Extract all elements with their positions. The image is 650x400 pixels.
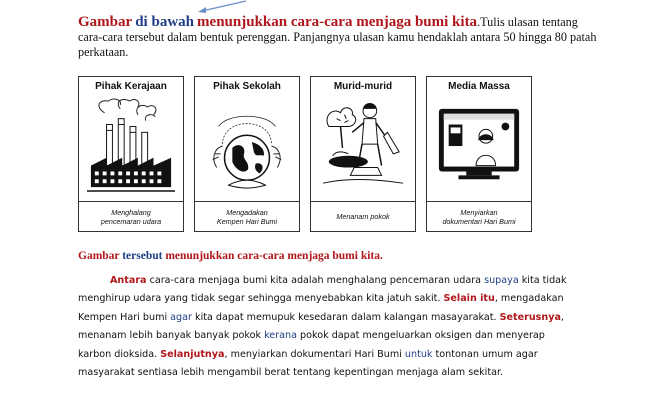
panel-murid-murid <box>310 76 416 232</box>
panel-title: Media Massa <box>448 81 510 92</box>
essay-text: tontonan umum agar masyarakat sentiasa lebih mengambil berat tentang kepentingan menjaga alam sekitar. <box>78 348 538 379</box>
essay-text: kita dapat memupuk kesedaran dalam kalangan masayarakat. <box>191 311 500 323</box>
student-planting-tree-icon <box>319 96 407 199</box>
question-prompt <box>78 15 598 60</box>
connector-untuk: untuk <box>404 348 433 360</box>
prompt-topic: menunjukkan cara-cara menjaga bumi kita <box>197 14 478 30</box>
section-heading <box>78 250 383 262</box>
arrow-annotation-icon <box>150 0 250 14</box>
essay-text: , menanam lebih banyak banyak pokok <box>78 311 564 342</box>
panel-caption: Menyiarkan dokumentari Hari Bumi <box>427 201 531 231</box>
heading-word-gambar: Gambar <box>78 250 120 262</box>
panel-title: Pihak Kerajaan <box>95 81 167 92</box>
panel-pihak-sekolah <box>194 76 300 232</box>
connector-agar: agar <box>170 311 192 323</box>
heading-word-tersebut: tersebut <box>122 250 163 262</box>
television-documentary-icon <box>435 96 523 199</box>
prompt-word-gambar: Gambar <box>78 14 133 30</box>
essay-text: kita tidak menghirup udara yang tidak segar sehingga menyebabkan kita jatuh sakit. <box>78 275 567 305</box>
panel-title: Pihak Sekolah <box>213 81 281 92</box>
prompt-word-di-bawah: di bawah <box>135 14 194 30</box>
panel-pihak-kerajaan <box>78 76 184 232</box>
connector-supaya: supaya <box>484 275 519 286</box>
prompt-instructions: .Tulis ulasan tentang cara-cara tersebut dalam bentuk perenggan. Panjangnya ulasan kamu hendaklah antara 50 hingga 80 patah perkataan. <box>78 15 597 59</box>
connector-selanjutnya: Selanjutnya <box>160 348 225 360</box>
panel-caption: Menghalang pencemaran udara <box>79 201 183 231</box>
panel-caption: Menanam pokok <box>311 201 415 231</box>
connector-selain-itu: Selain itu <box>443 293 495 305</box>
panel-title: Murid-murid <box>333 81 393 92</box>
panel-media-massa <box>426 76 532 232</box>
essay-text: pokok dapat mengeluarkan oksigen dan menyerap karbon dioksida. <box>78 330 545 360</box>
connector-antara: Antara <box>110 275 147 286</box>
essay-text: , menyiarkan dokumentari Hari Bumi <box>224 348 405 360</box>
factory-smoke-icon <box>87 96 175 199</box>
picture-panels <box>78 76 532 236</box>
connector-seterusnya: Seterusnya <box>499 311 561 323</box>
earth-day-globe-icon <box>203 96 291 199</box>
connector-kerana: kerana <box>264 330 297 342</box>
essay-paragraph <box>78 272 573 382</box>
panel-caption: Mengadakan Kempen Hari Bumi <box>195 201 299 231</box>
heading-topic: menunjukkan cara-cara menjaga bumi kita. <box>165 250 383 262</box>
essay-text: , mengadakan Kempen Hari bumi <box>78 293 564 323</box>
essay-text: cara-cara menjaga bumi kita adalah menghalang pencemaran udara <box>146 275 485 286</box>
